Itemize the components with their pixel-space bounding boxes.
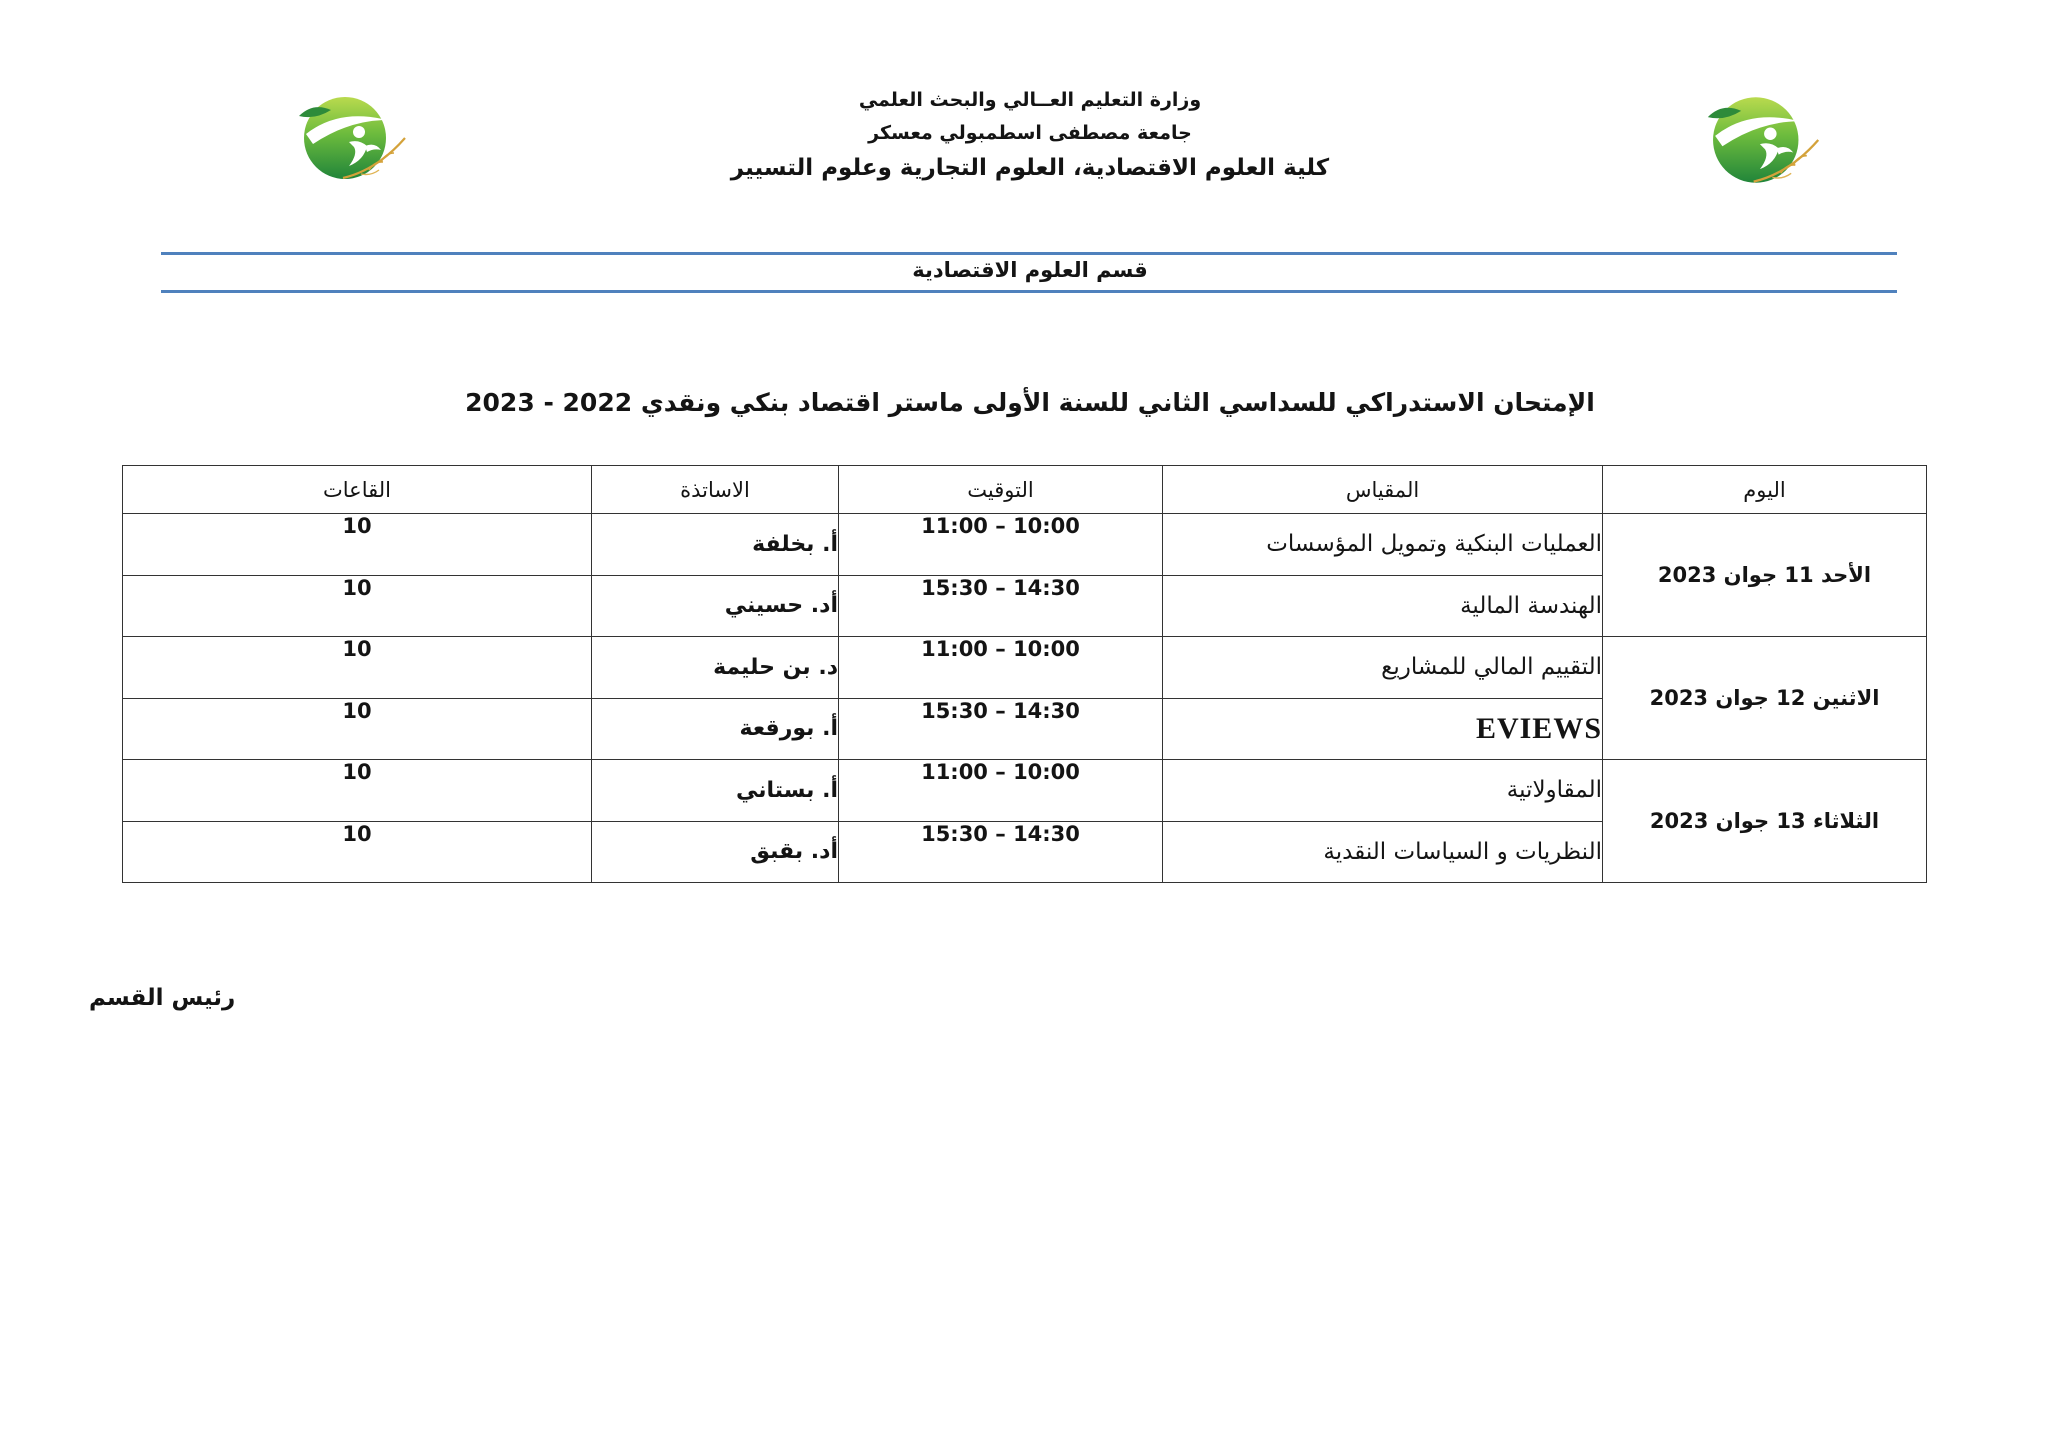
teacher-cell: أد. حسيني [592,575,839,637]
department-name: قسم العلوم الاقتصادية [912,258,1148,282]
faculty-name: كلية العلوم الاقتصادية، العلوم التجارية وعلوم التسيير [730,155,1330,181]
room-cell: 10 [123,575,592,637]
teacher-cell: أد. بقبق [592,821,839,883]
column-header-day: اليوم [1603,466,1927,514]
table-row [123,637,1927,699]
day-cell: الأحد 11 جوان 2023 [1603,514,1927,637]
subject-cell: الهندسة المالية [1163,575,1603,637]
room-cell: 10 [123,698,592,760]
table-row [123,760,1927,822]
university-logo-left [291,90,411,186]
column-header-rooms: القاعات [123,466,592,514]
subject-cell: النظريات و السياسات النقدية [1163,821,1603,883]
time-cell: 14:30 – 15:30 [839,575,1163,637]
subject-cell: العمليات البنكية وتمويل المؤسسات [1163,514,1603,576]
teacher-cell: د. بن حليمة [592,637,839,699]
time-cell: 10:00 – 11:00 [839,760,1163,822]
subject-cell: التقييم المالي للمشاريع [1163,637,1603,699]
top-divider [161,252,1897,255]
column-header-teachers: الاساتذة [592,466,839,514]
subject-cell: المقاولاتية [1163,760,1603,822]
teacher-cell: أ. بورقعة [592,698,839,760]
column-header-time: التوقيت [839,466,1163,514]
bottom-divider [161,290,1897,293]
column-header-subject: المقياس [1163,466,1603,514]
department-head-signature-label: رئيس القسم [89,985,236,1011]
room-cell: 10 [123,637,592,699]
document-title: الإمتحان الاستدراكي للسداسي الثاني للسنة الأولى ماستر اقتصاد بنكي ونقدي 2022 - 2023 [465,388,1595,417]
day-cell: الاثنين 12 جوان 2023 [1603,637,1927,760]
time-cell: 10:00 – 11:00 [839,514,1163,576]
room-cell: 10 [123,760,592,822]
subject-cell: EVIEWS [1163,698,1603,760]
exam-schedule-table [122,465,1927,883]
time-cell: 14:30 – 15:30 [839,821,1163,883]
teacher-cell: أ. بخلفة [592,514,839,576]
time-cell: 14:30 – 15:30 [839,698,1163,760]
table-row [123,514,1927,576]
room-cell: 10 [123,821,592,883]
university-name: جامعة مصطفى اسطمبولي معسكر [868,122,1192,144]
room-cell: 10 [123,514,592,576]
table-header-row [123,466,1927,514]
ministry-name: وزارة التعليم العــالي والبحث العلمي [858,89,1202,111]
day-cell: الثلاثاء 13 جوان 2023 [1603,760,1927,883]
teacher-cell: أ. بستاني [592,760,839,822]
university-logo-right [1698,90,1826,190]
time-cell: 10:00 – 11:00 [839,637,1163,699]
